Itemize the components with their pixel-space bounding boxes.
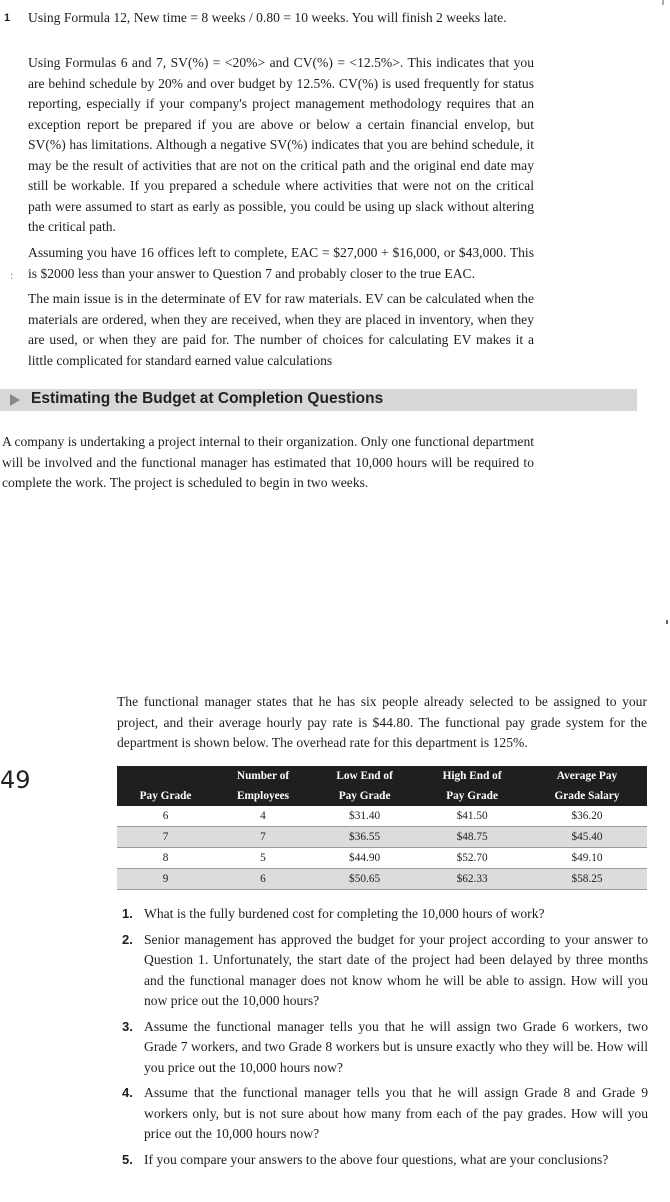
table-cell: 6	[214, 869, 312, 890]
page-number: 49	[0, 766, 31, 794]
edge-artifact	[662, 0, 664, 5]
question-item	[122, 930, 648, 1012]
answer-paragraph-2: Using Formulas 6 and 7, SV(%) = <20%> and CV(%) = <12.5%>. This indicates that you are behind schedule by 20% and over budget by 12.5%. CV(%) is used frequently for status reporting, especially if your company's project management methodology requires that an exception report be prepared if you are above or below a certain financial envelop, but SV(%) has limitations. Although a negative SV(%) indicates that you are behind schedule, it may be the result of activities that are not on the critical path and the original end date may still be workable. If you prepared a schedule where activities that were not on the critical path were assumed to start as early as possible, you could be using up slack without altering the critical path.	[28, 55, 534, 234]
question-list	[122, 904, 648, 1175]
table-cell: $45.40	[527, 827, 647, 848]
table-cell: $36.20	[527, 806, 647, 827]
table-row	[117, 869, 647, 890]
question-number: 2.	[122, 931, 133, 947]
table-header-row	[117, 766, 647, 806]
question-item	[122, 904, 648, 925]
header-pay-grade: Pay Grade	[117, 766, 214, 806]
question-number: 3.	[122, 1018, 133, 1034]
manager-paragraph: The functional manager states that he has six people already selected to be assigned to your project, and their average hourly pay rate is $44.80. The functional pay grade system for the department is shown below. The overhead rate for this department is 125%.	[117, 694, 647, 750]
answer-paragraph-4: The main issue is in the determinate of EV for raw materials. EV can be calculated when the materials are ordered, when they are received, when they are placed in inventory, when they are used, or when they are paid for. The number of choices for calculating EV makes it a little complicated for standard earned value calculations	[28, 291, 534, 368]
question-number: 5.	[122, 1151, 133, 1167]
table-cell: 7	[214, 827, 312, 848]
table-cell: 5	[214, 848, 312, 869]
table-row	[117, 806, 647, 827]
answer-number: 1	[4, 12, 11, 24]
question-number: 1.	[122, 906, 133, 921]
table-row	[117, 827, 647, 848]
question-number: 4.	[122, 1085, 133, 1100]
question-text: If you compare your answers to the above four questions, what are your conclusions?	[144, 1151, 609, 1167]
triangle-arrow-icon	[10, 394, 20, 406]
header-low-end: Low End of Pay Grade	[312, 766, 417, 806]
table-cell: 8	[117, 848, 214, 869]
edge-artifact	[666, 620, 668, 624]
table-cell: $41.50	[417, 806, 527, 827]
question-text: Assume that the functional manager tells you that he will assign Grade 8 and Grade 9 workers only, but is not sure about how many from each of the pay grades. How will you price out the 10,000 hours now?	[144, 1085, 648, 1141]
table-cell: $31.40	[312, 806, 417, 827]
table-cell: $49.10	[527, 848, 647, 869]
question-item	[122, 1150, 648, 1171]
table-cell: $50.65	[312, 869, 417, 890]
header-high-end: High End of Pay Grade	[417, 766, 527, 806]
pay-grade-table	[117, 766, 647, 890]
question-text: Senior management has approved the budget for your project according to your answer to Question 1. Unfortunately, the start date of the project had been delayed by three months and the functional manager does not know whom he will be able to assign. How will you now price out the 10,000 hours?	[144, 931, 648, 1008]
question-text: Assume the functional manager tells you that he will assign two Grade 6 workers, two Grade 7 workers, and two Grade 8 workers but is unsure exactly who they will be. How will you price out the 10,000 hours now?	[144, 1018, 648, 1075]
margin-tick: :	[10, 268, 14, 282]
header-number-of-employees: Number of Employees	[214, 766, 312, 806]
table-cell: 7	[117, 827, 214, 848]
table-cell: $48.75	[417, 827, 527, 848]
table-row	[117, 848, 647, 869]
header-average-salary: Average Pay Grade Salary	[527, 766, 647, 806]
question-item	[122, 1083, 648, 1145]
answer-paragraph-3: Assuming you have 16 offices left to complete, EAC = $27,000 + $16,000, or $43,000. This is $2000 less than your answer to Question 7 and probably closer to the true EAC.	[28, 245, 534, 281]
table-cell: 9	[117, 869, 214, 890]
table-cell: $58.25	[527, 869, 647, 890]
section-title: Estimating the Budget at Completion Questions	[31, 390, 384, 407]
question-item	[122, 1017, 648, 1079]
table-cell: 6	[117, 806, 214, 827]
table-cell: $52.70	[417, 848, 527, 869]
table-cell: $44.90	[312, 848, 417, 869]
table-cell: 4	[214, 806, 312, 827]
question-text: What is the fully burdened cost for completing the 10,000 hours of work?	[144, 906, 545, 921]
section-heading-bar	[0, 389, 637, 411]
table-cell: $36.55	[312, 827, 417, 848]
table-cell: $62.33	[417, 869, 527, 890]
intro-paragraph: A company is undertaking a project internal to their organization. Only one functional department will be involved and the functional manager has estimated that 10,000 hours will be required to complete the work. The project is scheduled to begin in two weeks.	[2, 434, 535, 490]
answer-paragraph-1: Using Formula 12, New time = 8 weeks / 0.80 = 10 weeks. You will finish 2 weeks late.	[28, 10, 507, 25]
